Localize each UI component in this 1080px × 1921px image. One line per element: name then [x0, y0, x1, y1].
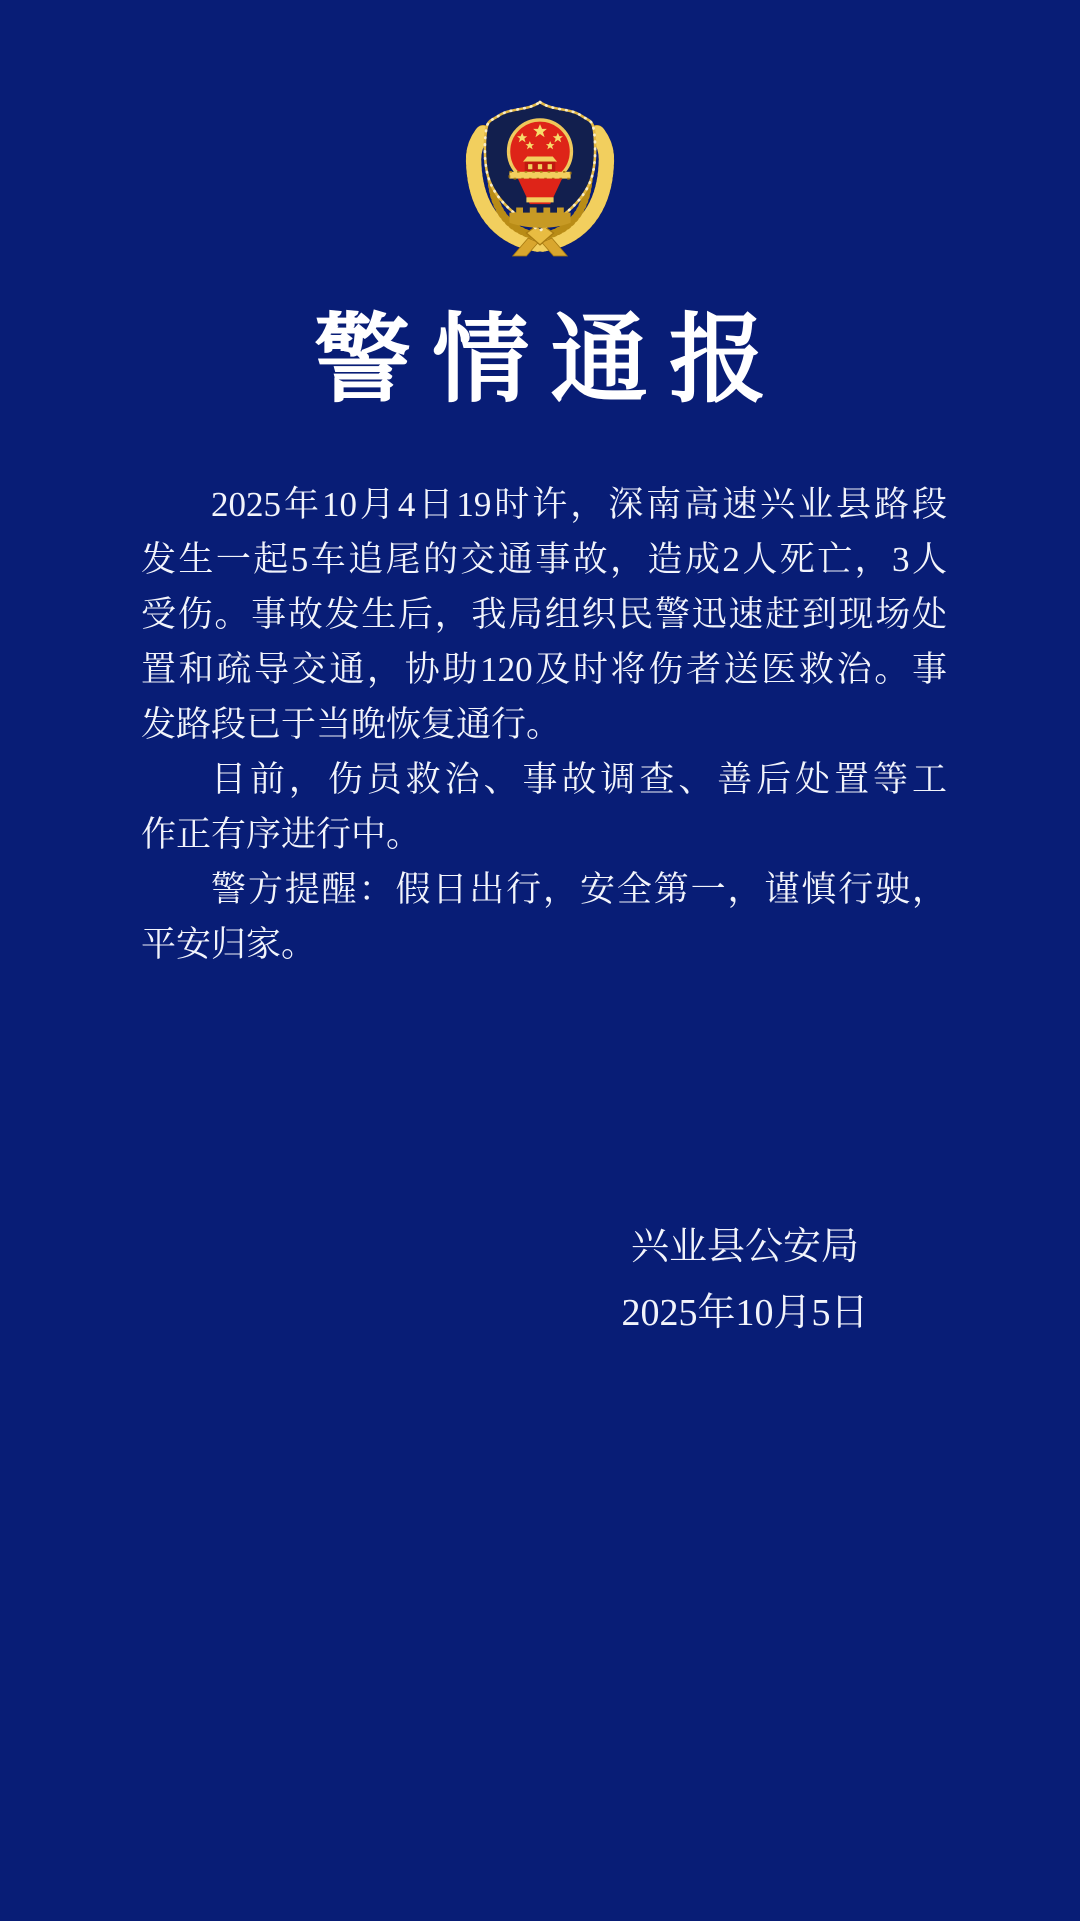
notice-title: 警情通报: [313, 307, 788, 414]
police-badge-icon: [455, 86, 625, 261]
body-line: 目前，伤员救治、事故调查、善后处置等工: [211, 760, 947, 799]
body-line: 2025年10月4日19时许，深南高速兴业县路段: [211, 485, 947, 524]
body-line: 发生一起5车追尾的交通事故，造成2人死亡，3人: [141, 540, 947, 579]
body-line: 发路段已于当晚恢复通行。: [141, 705, 562, 744]
signature-date: 2025年10月5日: [621, 1292, 869, 1334]
police-badge-emblem: [455, 86, 625, 261]
body-line: 平安归家。: [141, 925, 317, 964]
body-line: 受伤。事故发生后，我局组织民警迅速赶到现场处: [141, 595, 947, 634]
signature-block: [540, 1214, 950, 1346]
body-line: 作正有序进行中。: [141, 815, 422, 854]
body-line: 警方提醒：假日出行，安全第一，谨慎行驶，: [211, 870, 947, 909]
signature-agency: 兴业县公安局: [630, 1226, 859, 1268]
body-line: 置和疏导交通，协助120及时将伤者送医救治。事: [141, 650, 947, 689]
notice-body: [141, 477, 947, 972]
